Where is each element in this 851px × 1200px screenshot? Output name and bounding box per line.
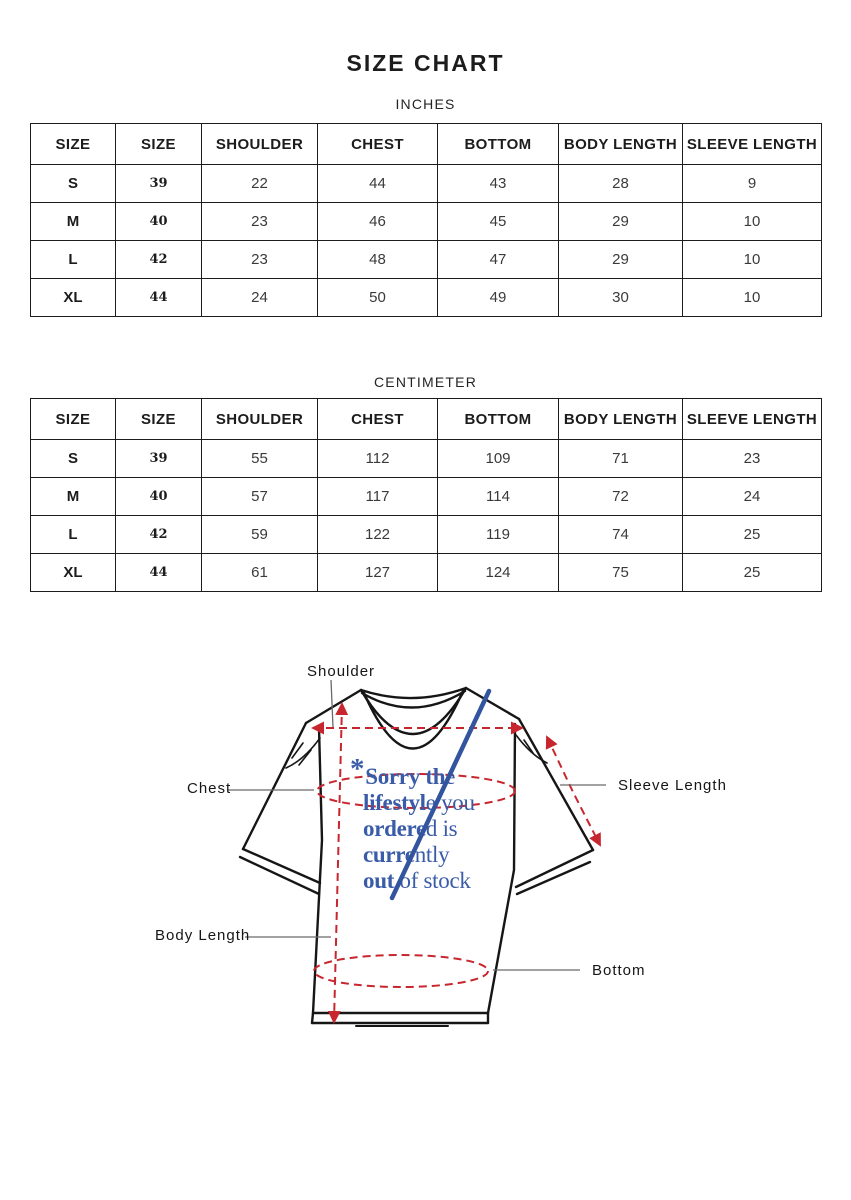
- size-number-cell: 39: [116, 165, 202, 203]
- measurement-cell: 122: [318, 516, 438, 554]
- column-header: SLEEVE LENGTH: [683, 124, 822, 165]
- table-row: [31, 478, 822, 516]
- column-header: SIZE: [31, 124, 116, 165]
- size-cell: S: [31, 440, 116, 478]
- measurement-cell: 29: [559, 203, 683, 241]
- column-header: SHOULDER: [202, 399, 318, 440]
- table-row: [31, 279, 822, 317]
- measurement-cell: 72: [559, 478, 683, 516]
- measurement-cell: 119: [438, 516, 559, 554]
- table-row: [31, 241, 822, 279]
- size-cell: L: [31, 241, 116, 279]
- size-number-cell: 42: [116, 516, 202, 554]
- slogan-segment: ordere: [363, 816, 426, 841]
- slogan-line: [363, 868, 475, 894]
- measurement-cell: 23: [202, 203, 318, 241]
- table-row: [31, 516, 822, 554]
- column-header: BOTTOM: [438, 399, 559, 440]
- measurement-cell: 49: [438, 279, 559, 317]
- slogan-segment: d is: [425, 816, 458, 841]
- size-cell: XL: [31, 554, 116, 592]
- size-number-cell: 42: [116, 241, 202, 279]
- measurement-cell: 48: [318, 241, 438, 279]
- slogan-segment: e: [445, 764, 456, 789]
- size-number-cell: 39: [116, 440, 202, 478]
- size-cell: XL: [31, 279, 116, 317]
- label-chest: Chest: [187, 780, 232, 797]
- table-row: [31, 554, 822, 592]
- measurement-cell: 23: [683, 440, 822, 478]
- measurement-cell: 30: [559, 279, 683, 317]
- measurement-cell: 28: [559, 165, 683, 203]
- measurement-cell: 127: [318, 554, 438, 592]
- measurement-cell: 114: [438, 478, 559, 516]
- table-row: [31, 440, 822, 478]
- table-row: [31, 203, 822, 241]
- slogan-line: [363, 842, 475, 868]
- slogan-segment: of stock: [394, 868, 471, 893]
- size-cell: S: [31, 165, 116, 203]
- page-title: SIZE CHART: [346, 50, 505, 76]
- slogan-line: [363, 790, 475, 816]
- measurement-cell: 43: [438, 165, 559, 203]
- slogan-segment: lifestyl: [363, 790, 426, 815]
- table-row: [31, 165, 822, 203]
- measurement-cell: 59: [202, 516, 318, 554]
- measurement-cell: 74: [559, 516, 683, 554]
- measurement-cell: 24: [683, 478, 822, 516]
- asterisk: *: [350, 753, 365, 785]
- measurement-cell: 10: [683, 279, 822, 317]
- bottom-ellipse: [314, 955, 488, 987]
- label-bottom: Bottom: [592, 962, 646, 979]
- slogan-segment: curre: [363, 842, 415, 867]
- measurement-cell: 71: [559, 440, 683, 478]
- measurement-cell: 61: [202, 554, 318, 592]
- table-header-row: [31, 399, 822, 440]
- column-header: CHEST: [318, 124, 438, 165]
- label-sleeve-length: Sleeve Length: [618, 777, 727, 794]
- measurement-cell: 24: [202, 279, 318, 317]
- collar-back-line: [361, 688, 466, 698]
- measurement-cell: 50: [318, 279, 438, 317]
- column-header: BOTTOM: [438, 124, 559, 165]
- measurement-cell: 57: [202, 478, 318, 516]
- body-length-arrow: [334, 704, 342, 1022]
- measurement-cell: 25: [683, 516, 822, 554]
- column-header: BODY LENGTH: [559, 399, 683, 440]
- inches-size-table: [30, 123, 822, 317]
- column-header: SIZE: [31, 399, 116, 440]
- measurement-cell: 10: [683, 203, 822, 241]
- column-header: CHEST: [318, 399, 438, 440]
- table-header-row: [31, 124, 822, 165]
- slogan-segment: Sorry th: [365, 764, 446, 789]
- measurement-cell: 109: [438, 440, 559, 478]
- column-header: BODY LENGTH: [559, 124, 683, 165]
- slogan-line: [363, 816, 475, 842]
- column-header: SHOULDER: [202, 124, 318, 165]
- measurement-cell: 112: [318, 440, 438, 478]
- measurement-cell: 47: [438, 241, 559, 279]
- measurement-cell: 10: [683, 241, 822, 279]
- column-header: SIZE: [116, 124, 202, 165]
- shirt-slogan: [350, 753, 475, 894]
- measurement-cell: 23: [202, 241, 318, 279]
- measurement-cell: 29: [559, 241, 683, 279]
- size-cell: M: [31, 203, 116, 241]
- slogan-segment: out: [363, 868, 395, 893]
- size-cell: M: [31, 478, 116, 516]
- size-number-cell: 40: [116, 478, 202, 516]
- slogan-line: [350, 753, 475, 790]
- label-shoulder: Shoulder: [307, 663, 376, 680]
- column-header: SLEEVE LENGTH: [683, 399, 822, 440]
- measurement-cell: 22: [202, 165, 318, 203]
- size-number-cell: 44: [116, 279, 202, 317]
- centimeter-size-table: [30, 398, 822, 592]
- unit-label-centimeter: CENTIMETER: [374, 374, 477, 390]
- size-cell: L: [31, 516, 116, 554]
- unit-label-inches: INCHES: [395, 96, 456, 112]
- sleeve-length-arrow: [547, 737, 600, 845]
- slogan-segment: ntly: [414, 842, 450, 867]
- size-number-cell: 40: [116, 203, 202, 241]
- measurement-cell: 46: [318, 203, 438, 241]
- label-body-length: Body Length: [155, 927, 251, 944]
- size-number-cell: 44: [116, 554, 202, 592]
- slogan-segment: e you: [425, 790, 475, 815]
- measurement-cell: 44: [318, 165, 438, 203]
- measurement-cell: 9: [683, 165, 822, 203]
- measurement-cell: 55: [202, 440, 318, 478]
- shoulder-connector-line: [331, 680, 333, 727]
- column-header: SIZE: [116, 399, 202, 440]
- measurement-cell: 117: [318, 478, 438, 516]
- measurement-cell: 45: [438, 203, 559, 241]
- measurement-cell: 124: [438, 554, 559, 592]
- measurement-cell: 25: [683, 554, 822, 592]
- measurement-cell: 75: [559, 554, 683, 592]
